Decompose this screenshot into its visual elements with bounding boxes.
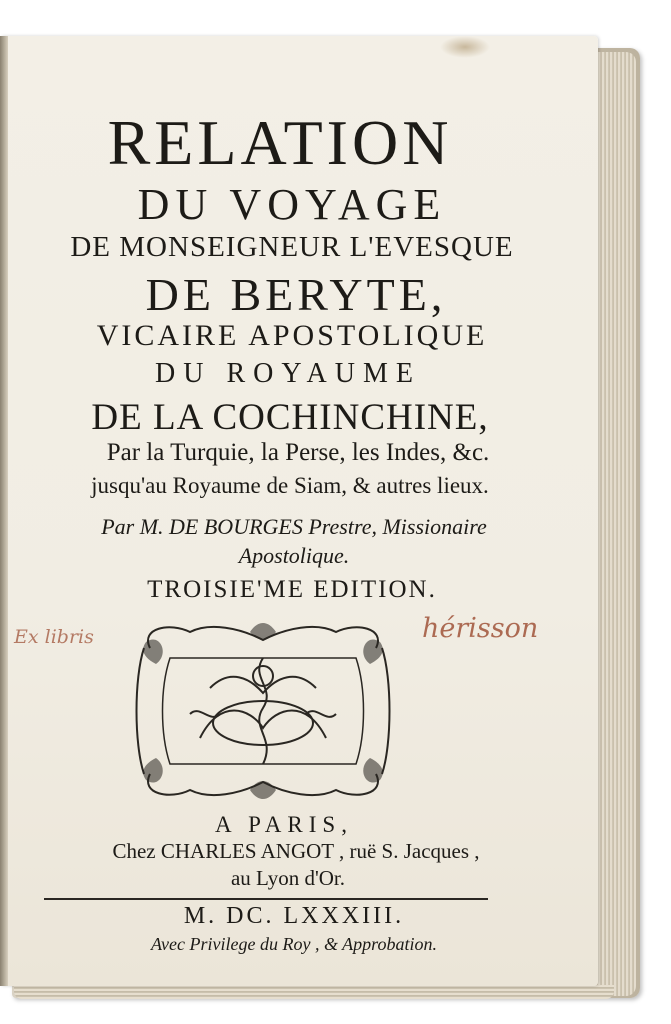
title-du-voyage: DU VOYAGE [137,180,447,229]
subtitle-route: Par la Turquie, la Perse, les Indes, &c. [106,439,490,466]
title-page [0,36,598,986]
title-vicaire: VICAIRE APOSTOLIQUE [96,319,488,352]
author-line-2: Apostolique. [238,543,350,568]
author-line: Par M. DE BOURGES Prestre, Missionaire [101,514,487,539]
imprint-rule [44,898,488,900]
ex-libris-inscription: Ex libris [14,626,94,648]
title-monseigneur: DE MONSEIGNEUR L'EVESQUE [70,231,514,263]
imprint-publisher: Chez CHARLES ANGOT , ruë S. Jacques , [112,839,480,863]
bottom-edge [14,985,614,999]
edition-statement: TROISIE'ME EDITION. [147,576,437,603]
owner-signature: hérisson [422,613,539,644]
binding-gutter [0,36,8,986]
privilege-line: Avec Privilege du Roy , & Approbation. [151,934,437,954]
imprint-sign: au Lyon d'Or. [230,866,346,890]
imprint-place: A PARIS, [215,812,353,837]
title-cochinchine: DE LA COCHINCHINE, [91,397,489,438]
imprint-year: M. DC. LXXXIII. [183,903,405,929]
vignette-ornament-icon [130,618,396,804]
title-beryte: DE BERYTE, [145,269,447,320]
title-royaume: DU ROYAUME [155,358,421,389]
title-relation: RELATION [107,107,453,178]
subtitle-destination: jusqu'au Royaume de Siam, & autres lieux. [91,473,489,498]
